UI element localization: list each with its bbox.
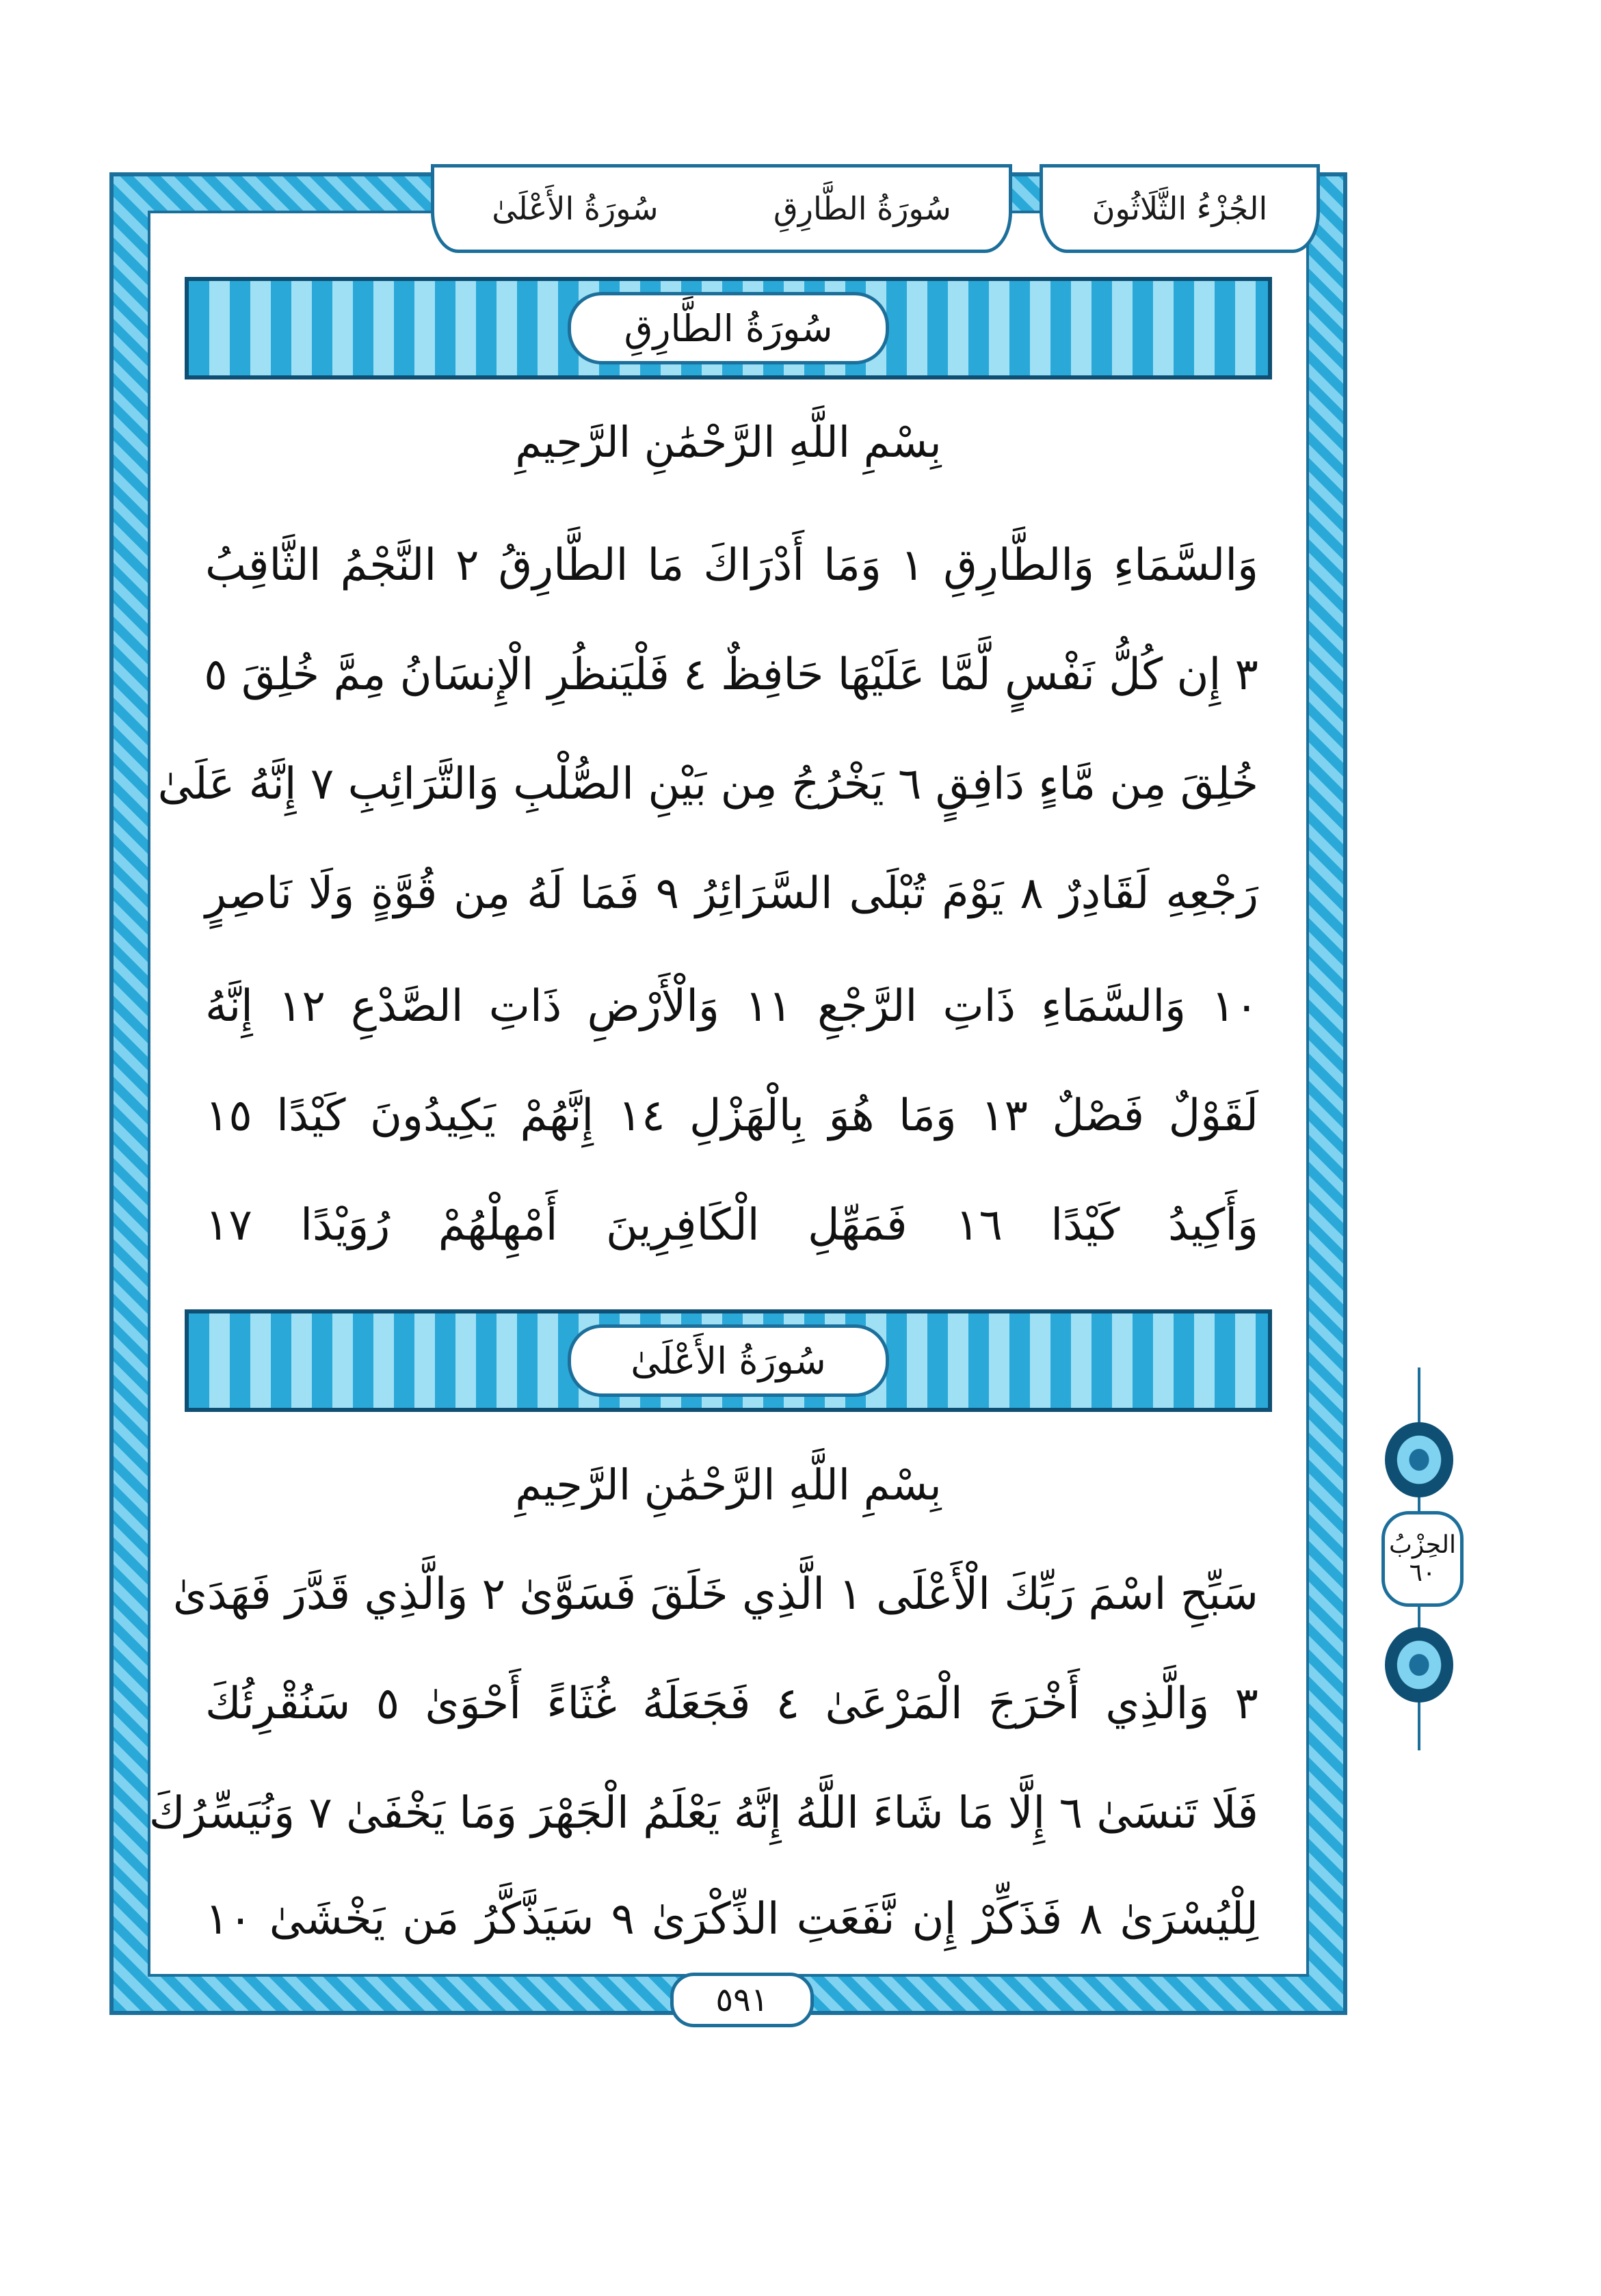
surah-title-2: سُورَةُ الأَعْلَىٰ	[568, 1324, 889, 1397]
hizb-number: ٦٠	[1409, 1559, 1436, 1587]
bismillah-1: بِسْمِ اللَّهِ الرَّحْمَٰنِ الرَّحِيمِ	[515, 417, 942, 467]
ayah-line: فَلَا تَنسَىٰ ٦ إِلَّا مَا شَاءَ اللَّهُ إِنَّهُ يَعْلَمُ الْجَهْرَ وَمَا يَخْفَىٰ ٧ وَنُيَسِّرُكَ	[148, 1788, 1258, 1839]
hizb-marker	[1375, 1367, 1464, 1750]
page-header	[109, 164, 1347, 254]
hizb-label-box	[1381, 1511, 1464, 1607]
surah-banner-2	[185, 1309, 1272, 1412]
surah-banner-1	[185, 277, 1272, 379]
ayah-line: لَقَوْلٌ فَصْلٌ ١٣ وَمَا هُوَ بِالْهَزْلِ ١٤ إِنَّهُمْ يَكِيدُونَ كَيْدًا ١٥	[205, 1091, 1258, 1141]
page-number: ٥٩١	[670, 1973, 814, 2027]
ayah-line: وَالسَّمَاءِ وَالطَّارِقِ ١ وَمَا أَدْرَاكَ مَا الطَّارِقُ ٢ النَّجْمُ الثَّاقِبُ	[205, 540, 1258, 591]
header-surah-current: سُورَةُ الطَّارِقِ	[773, 190, 951, 227]
ayah-line: وَأَكِيدُ كَيْدًا ١٦ فَمَهِّلِ الْكَافِرِينَ أَمْهِلْهُمْ رُوَيْدًا ١٧	[205, 1200, 1259, 1251]
juz-label: الجُزْءُ الثَّلَاثُونَ	[1040, 164, 1320, 253]
surah-names-header	[431, 164, 1012, 253]
ayah-line: رَجْعِهِ لَقَادِرٌ ٨ يَوْمَ تُبْلَى السَّرَائِرُ ٩ فَمَا لَهُ مِن قُوَّةٍ وَلَا نَاصِرٍ	[205, 868, 1258, 919]
hizb-ornament-top-icon	[1385, 1422, 1453, 1497]
ayah-line: ٣ وَالَّذِي أَخْرَجَ الْمَرْعَىٰ ٤ فَجَعَلَهُ غُثَاءً أَحْوَىٰ ٥ سَنُقْرِئُكَ	[205, 1679, 1258, 1729]
ayah-line: خُلِقَ مِن مَّاءٍ دَافِقٍ ٦ يَخْرُجُ مِن بَيْنِ الصُّلْبِ وَالتَّرَائِبِ ٧ إِنَّهُ عَلَىٰ	[157, 759, 1258, 810]
ayah-line: ٣ إِن كُلُّ نَفْسٍ لَّمَّا عَلَيْهَا حَافِظٌ ٤ فَلْيَنظُرِ الْإِنسَانُ مِمَّ خُلِقَ ٥	[204, 650, 1258, 700]
hizb-label: الحِزْبُ	[1389, 1531, 1456, 1559]
header-surah-next: سُورَةُ الأَعْلَىٰ	[492, 190, 659, 227]
hizb-ornament-bottom-icon	[1385, 1627, 1453, 1703]
ayah-line: ١٠ وَالسَّمَاءِ ذَاتِ الرَّجْعِ ١١ وَالْأَرْضِ ذَاتِ الصَّدْعِ ١٢ إِنَّهُ	[205, 981, 1259, 1032]
ayah-line: لِلْيُسْرَىٰ ٨ فَذَكِّرْ إِن نَّفَعَتِ الذِّكْرَىٰ ٩ سَيَذَّكَّرُ مَن يَخْشَىٰ ١٠	[205, 1894, 1259, 1945]
bismillah-2: بِسْمِ اللَّهِ الرَّحْمَٰنِ الرَّحِيمِ	[515, 1460, 942, 1510]
ayah-line: سَبِّحِ اسْمَ رَبِّكَ الْأَعْلَى ١ الَّذِي خَلَقَ فَسَوَّىٰ ٢ وَالَّذِي قَدَّرَ فَهَدَىٰ	[172, 1569, 1258, 1620]
surah-title-1: سُورَةُ الطَّارِقِ	[568, 292, 889, 364]
